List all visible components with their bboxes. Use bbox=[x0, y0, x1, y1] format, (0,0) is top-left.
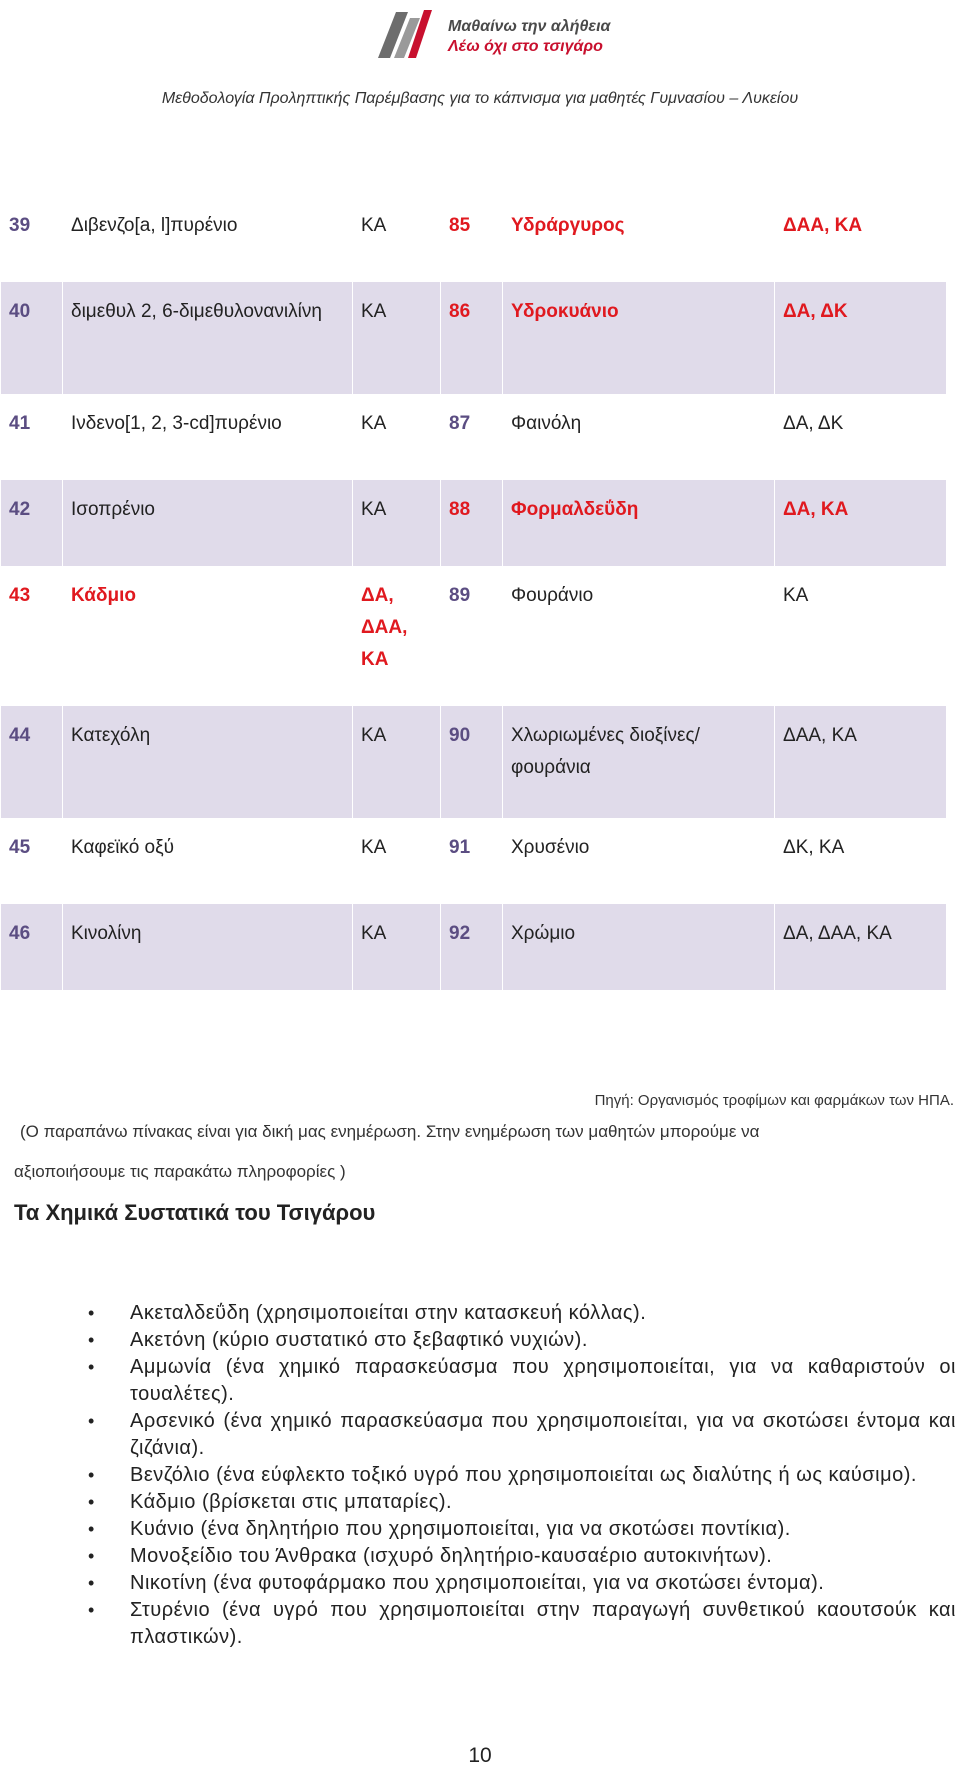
list-item bbox=[0, 1597, 956, 1651]
effect-code: ΚΑ bbox=[353, 904, 441, 990]
row-number: 41 bbox=[1, 394, 63, 480]
bullet-icon: • bbox=[88, 1330, 95, 1350]
effect-code: ΔΑΑ, ΚΑ bbox=[775, 706, 947, 818]
list-item bbox=[0, 1516, 956, 1543]
chemical-name: Ινδενο[1, 2, 3-cd]πυρένιο bbox=[63, 394, 353, 480]
effect-code: ΚΑ bbox=[353, 196, 441, 282]
row-number: 40 bbox=[1, 282, 63, 394]
list-item bbox=[0, 1570, 956, 1597]
note-line: (Ο παραπάνω πίνακας είναι για δική μας ενημέρωση. Στην ενημέρωση των μαθητών μπορούμε να bbox=[20, 1122, 760, 1141]
chemical-name: Υδροκυάνιο bbox=[503, 282, 775, 394]
ingredient-text: Στυρένιο (ένα υγρό που χρησιμοποιείται στην παραγωγή συνθετικού καουτσούκ και πλαστικών). bbox=[130, 1599, 956, 1648]
list-item bbox=[0, 1543, 956, 1570]
section-heading: Τα Χημικά Συστατικά του Τσιγάρου bbox=[14, 1200, 376, 1225]
bullet-icon: • bbox=[88, 1492, 95, 1512]
chemical-name: Χρυσένιο bbox=[503, 818, 775, 904]
list-item bbox=[0, 1327, 956, 1354]
effect-code: ΚΑ bbox=[353, 282, 441, 394]
list-item bbox=[0, 1300, 956, 1327]
note-line: αξιοποιήσουμε τις παρακάτω πληροφορίες ) bbox=[14, 1162, 346, 1181]
ingredient-text: Κυάνιο (ένα δηλητήριο που χρησιμοποιείται, για να σκοτώσει ποντίκια). bbox=[130, 1518, 791, 1540]
effect-code: ΔΑ, ΔΚ bbox=[775, 394, 947, 480]
row-number: 86 bbox=[441, 282, 503, 394]
bullet-icon: • bbox=[88, 1357, 95, 1377]
logo-mark-icon bbox=[372, 8, 438, 62]
row-number: 85 bbox=[441, 196, 503, 282]
effect-code: ΚΑ bbox=[353, 480, 441, 566]
bullet-icon: • bbox=[88, 1546, 95, 1566]
row-number: 44 bbox=[1, 706, 63, 818]
ingredient-text: Μονοξείδιο του Άνθρακα (ισχυρό δηλητήριο-καυσαέριο αυτοκινήτων). bbox=[130, 1545, 773, 1567]
effect-code: ΔΚ, ΚΑ bbox=[775, 818, 947, 904]
logo-line2: Λέω όχι στο τσιγάρο bbox=[448, 38, 603, 55]
chemical-name: διμεθυλ 2, 6-διμεθυλονανιλίνη bbox=[63, 282, 353, 394]
chemical-name: Κινολίνη bbox=[63, 904, 353, 990]
chemical-name: Καφεϊκό οξύ bbox=[63, 818, 353, 904]
row-number: 43 bbox=[1, 566, 63, 706]
source-caption: Πηγή: Οργανισμός τροφίμων και φαρμάκων των ΗΠΑ. bbox=[594, 1092, 954, 1109]
table-row bbox=[1, 196, 947, 282]
ingredient-text: Ακεταλδεΰδη (χρησιμοποιείται στην κατασκευή κόλλας). bbox=[130, 1302, 647, 1324]
bullet-icon: • bbox=[88, 1573, 95, 1593]
ingredient-text: Νικοτίνη (ένα φυτοφάρμακο που χρησιμοποιείται, για να σκοτώσει έντομα). bbox=[130, 1572, 825, 1594]
chemical-name: Υδράργυρος bbox=[503, 196, 775, 282]
ingredient-text: Κάδμιο (βρίσκεται στις μπαταρίες). bbox=[130, 1491, 453, 1513]
chemical-name: Φαινόλη bbox=[503, 394, 775, 480]
bullet-icon: • bbox=[88, 1519, 95, 1539]
effect-code: ΔΑΑ, ΚΑ bbox=[775, 196, 947, 282]
list-item bbox=[0, 1489, 956, 1516]
ingredient-text: Βενζόλιο (ένα εύφλεκτο τοξικό υγρό που χρησιμοποιείται ως διαλύτης ή ως καύσιμο). bbox=[130, 1464, 917, 1486]
effect-code: ΔΑ, ΚΑ bbox=[775, 480, 947, 566]
row-number: 45 bbox=[1, 818, 63, 904]
effect-code: ΔΑ, ΔΑΑ, ΚΑ bbox=[353, 566, 441, 706]
logo bbox=[372, 8, 632, 64]
chemical-name: Χλωριωμένες διοξίνες/φουράνια bbox=[503, 706, 775, 818]
row-number: 92 bbox=[441, 904, 503, 990]
row-number: 46 bbox=[1, 904, 63, 990]
bullet-icon: • bbox=[88, 1600, 95, 1620]
chemical-name: Φουράνιο bbox=[503, 566, 775, 706]
effect-code: ΚΑ bbox=[775, 566, 947, 706]
table-row bbox=[1, 904, 947, 990]
page-subtitle: Μεθοδολογία Προληπτικής Παρέμβασης για το κάπνισμα για μαθητές Γυμνασίου – Λυκείου bbox=[161, 90, 799, 107]
effect-code: ΔΑ, ΔΚ bbox=[775, 282, 947, 394]
chemical-name: Χρώμιο bbox=[503, 904, 775, 990]
bullet-icon: • bbox=[88, 1411, 95, 1431]
bullet-icon: • bbox=[88, 1465, 95, 1485]
chemical-name: Κάδμιο bbox=[63, 566, 353, 706]
logo-line1: Μαθαίνω την αλήθεια bbox=[448, 18, 611, 35]
chemical-name: Φορμαλδεΰδη bbox=[503, 480, 775, 566]
table-row bbox=[1, 282, 947, 394]
table-row bbox=[1, 394, 947, 480]
bullet-icon: • bbox=[88, 1303, 95, 1323]
ingredients-list bbox=[0, 1300, 956, 1651]
row-number: 90 bbox=[441, 706, 503, 818]
page-number: 10 bbox=[468, 1744, 492, 1767]
list-item bbox=[0, 1462, 956, 1489]
ingredient-text: Αμμωνία (ένα χημικό παρασκεύασμα που χρησιμοποιείται, για να καθαριστούν οι τουαλέτες). bbox=[130, 1356, 956, 1405]
chemical-name: Ισοπρένιο bbox=[63, 480, 353, 566]
ingredient-text: Ακετόνη (κύριο συστατικό στο ξεβαφτικό νυχιών). bbox=[130, 1329, 588, 1351]
row-number: 89 bbox=[441, 566, 503, 706]
note-paragraph bbox=[14, 1112, 960, 1192]
effect-code: ΚΑ bbox=[353, 706, 441, 818]
list-item bbox=[0, 1408, 956, 1462]
row-number: 87 bbox=[441, 394, 503, 480]
row-number: 39 bbox=[1, 196, 63, 282]
table-row bbox=[1, 480, 947, 566]
chemical-name: Κατεχόλη bbox=[63, 706, 353, 818]
effect-code: ΚΑ bbox=[353, 394, 441, 480]
row-number: 42 bbox=[1, 480, 63, 566]
table-row bbox=[1, 818, 947, 904]
table-row bbox=[1, 566, 947, 706]
row-number: 91 bbox=[441, 818, 503, 904]
list-item bbox=[0, 1354, 956, 1408]
row-number: 88 bbox=[441, 480, 503, 566]
effect-code: ΚΑ bbox=[353, 818, 441, 904]
chemical-name: Διβενζο[a, l]πυρένιο bbox=[63, 196, 353, 282]
chemicals-table bbox=[0, 196, 947, 990]
table-row bbox=[1, 706, 947, 818]
effect-code: ΔΑ, ΔΑΑ, ΚΑ bbox=[775, 904, 947, 990]
ingredient-text: Αρσενικό (ένα χημικό παρασκεύασμα που χρησιμοποιείται, για να σκοτώσει έντομα και ζιζάνια). bbox=[130, 1410, 956, 1459]
